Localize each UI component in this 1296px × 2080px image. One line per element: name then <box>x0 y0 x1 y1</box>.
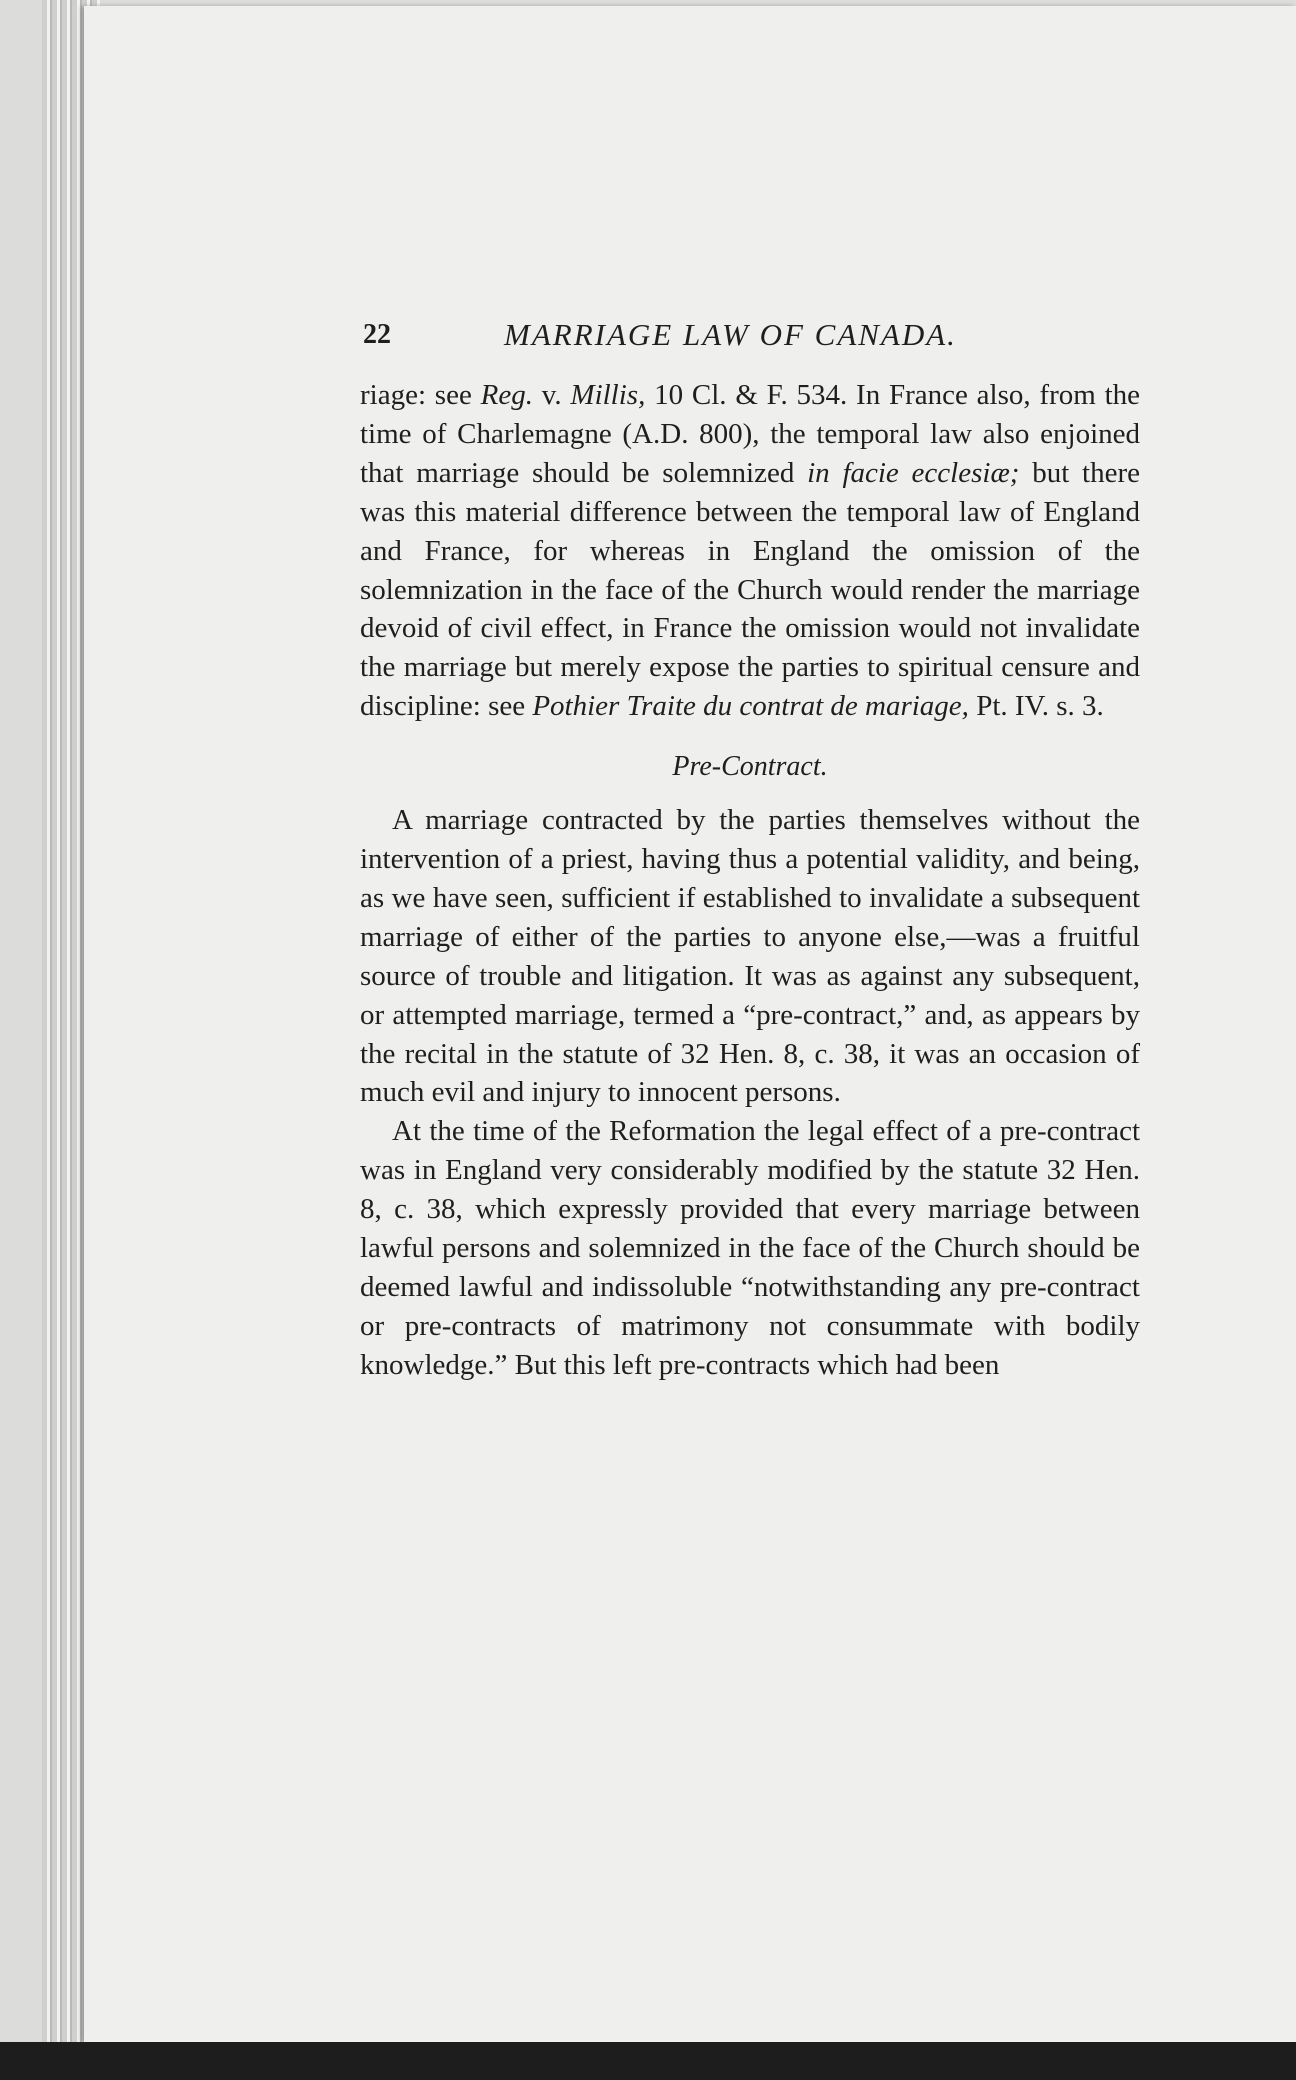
page-number: 22 <box>363 319 391 350</box>
paragraph-3: At the time of the Reformation the legal effect of a pre-contract was in England very considerably modified by the statute 32 Hen. 8, c. 38, which expressly provided that every marriage between lawful persons and solemnized in the face of the Church should be deemed lawful and indissoluble “notwithstanding any pre-contract or pre-contracts of matrimony not consummate with bodily knowledge.” But this left pre-contracts which had been <box>360 1115 1140 1381</box>
paragraph-1: riage: see Reg. v. Millis, 10 Cl. & F. 534. In France also, from the time of Charlemagne (A.D. 800), the temporal law also enjoined that marriage should be solemnized in facie ecclesiæ; but there was this material difference between the temporal law of England and France, for whereas in England the omission of the solemnization in the face of the Church would render the marriage devoid of civil effect, in France the omission would not invalidate the marriage but merely expose the parties to spiritual censure and discipline: see Pothier Traite du contrat de mariage, Pt. IV. s. 3. <box>360 379 1140 723</box>
page-header <box>360 316 1140 376</box>
paragraph-2: A marriage contracted by the parties themselves without the intervention of a priest, having thus a potential validity, and being, as we have seen, sufficient if established to invalidate a subsequent marriage of either of the parties to anyone else,—was a fruitful source of trouble and litigation. It was as against any subsequent, or attempted marriage, termed a “pre-contract,” and, as appears by the recital in the statute of 32 Hen. 8, c. 38, it was an occasion of much evil and injury to innocent persons. <box>360 804 1140 1109</box>
running-head: MARRIAGE LAW OF CANADA. <box>504 317 957 352</box>
section-heading: Pre-Contract. <box>672 751 828 783</box>
scan-border <box>0 2042 1296 2080</box>
page-text <box>360 316 1140 1385</box>
